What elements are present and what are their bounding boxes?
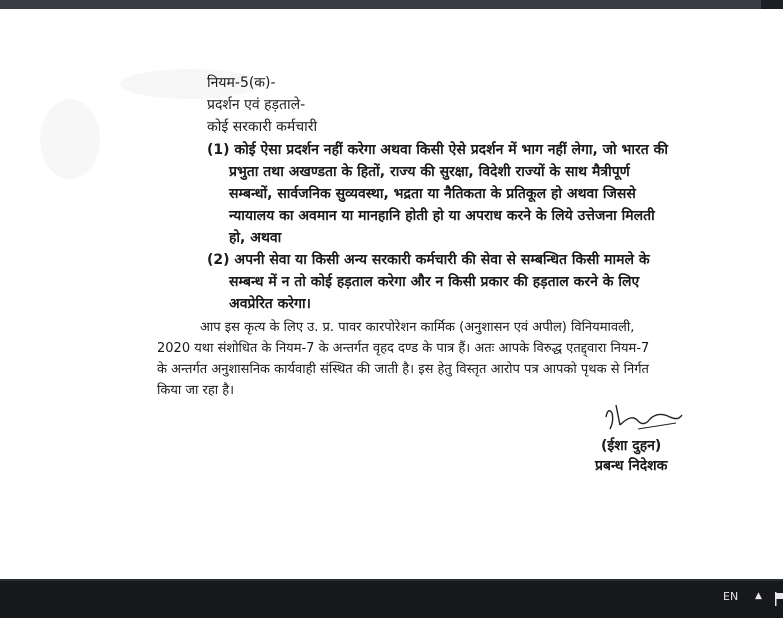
clause-1-line: न्यायालय का अवमान या मानहानि होती हो या अपराध करने के लिये उत्तेजना मिलती [229, 208, 655, 224]
scan-artifact [40, 99, 100, 179]
clause-2-line: सम्बन्ध में न तो कोई हड़ताल करेगा और न किसी प्रकार की हड़ताल करने के लिए [229, 274, 640, 290]
paragraph-line: किया जा रहा है। [157, 383, 235, 398]
clause-2-line: (2) अपनी सेवा या किसी अन्य सरकारी कर्मचारी की सेवा से सम्बन्धित किसी मामले के [207, 252, 650, 268]
paragraph-line: 2020 यथा संशोधित के नियम-7 के अन्तर्गत वृहद दण्ड के पात्र हैं। अतः आपके विरुद्ध एतद्द्वारा नियम-7 [157, 341, 650, 356]
clause-1-line: (1) कोई ऐसा प्रदर्शन नहीं करेगा अथवा किसी ऐसे प्रदर्शन में भाग नहीं लेगा, जो भारत की [207, 142, 668, 158]
rule-heading: नियम-5(क)- [207, 75, 276, 91]
clause-1-line: हो, अथवा [229, 230, 282, 246]
signatory-title: प्रबन्ध निदेशक [595, 458, 668, 474]
signature-scribble [598, 399, 688, 441]
document-page [0, 9, 783, 579]
notification-flag-icon[interactable] [775, 592, 783, 606]
taskbar [0, 579, 783, 618]
subject-line: कोई सरकारी कर्मचारी [207, 119, 318, 135]
window-top-bar-accent [761, 0, 783, 9]
signatory-name: (ईशा दुहन) [601, 438, 662, 454]
paragraph-line: के अन्तर्गत अनुशासनिक कार्यवाही संस्थित की जाती है। इस हेतु विस्तृत आरोप पत्र आपको पृथक से निर्गत [157, 362, 649, 377]
window-top-bar [0, 0, 783, 9]
clause-2-line: अवप्रेरित करेगा। [229, 296, 311, 312]
language-indicator[interactable]: EN [723, 590, 739, 603]
clause-1-line: सम्बन्धों, सार्वजनिक सुव्यवस्था, भद्रता या नैतिकता के प्रतिकूल हो अथवा जिससे [229, 186, 636, 202]
chevron-up-icon[interactable]: ▲ [755, 591, 762, 601]
paragraph-line: आप इस कृत्य के लिए उ. प्र. पावर कारपोरेशन कार्मिक (अनुशासन एवं अपील) विनियमावली, [200, 320, 635, 335]
section-heading: प्रदर्शन एवं हड़ताले- [207, 97, 306, 113]
clause-1-line: प्रभुता तथा अखण्डता के हितों, राज्य की सुरक्षा, विदेशी राज्यों के साथ मैत्रीपूर्ण [229, 164, 630, 180]
